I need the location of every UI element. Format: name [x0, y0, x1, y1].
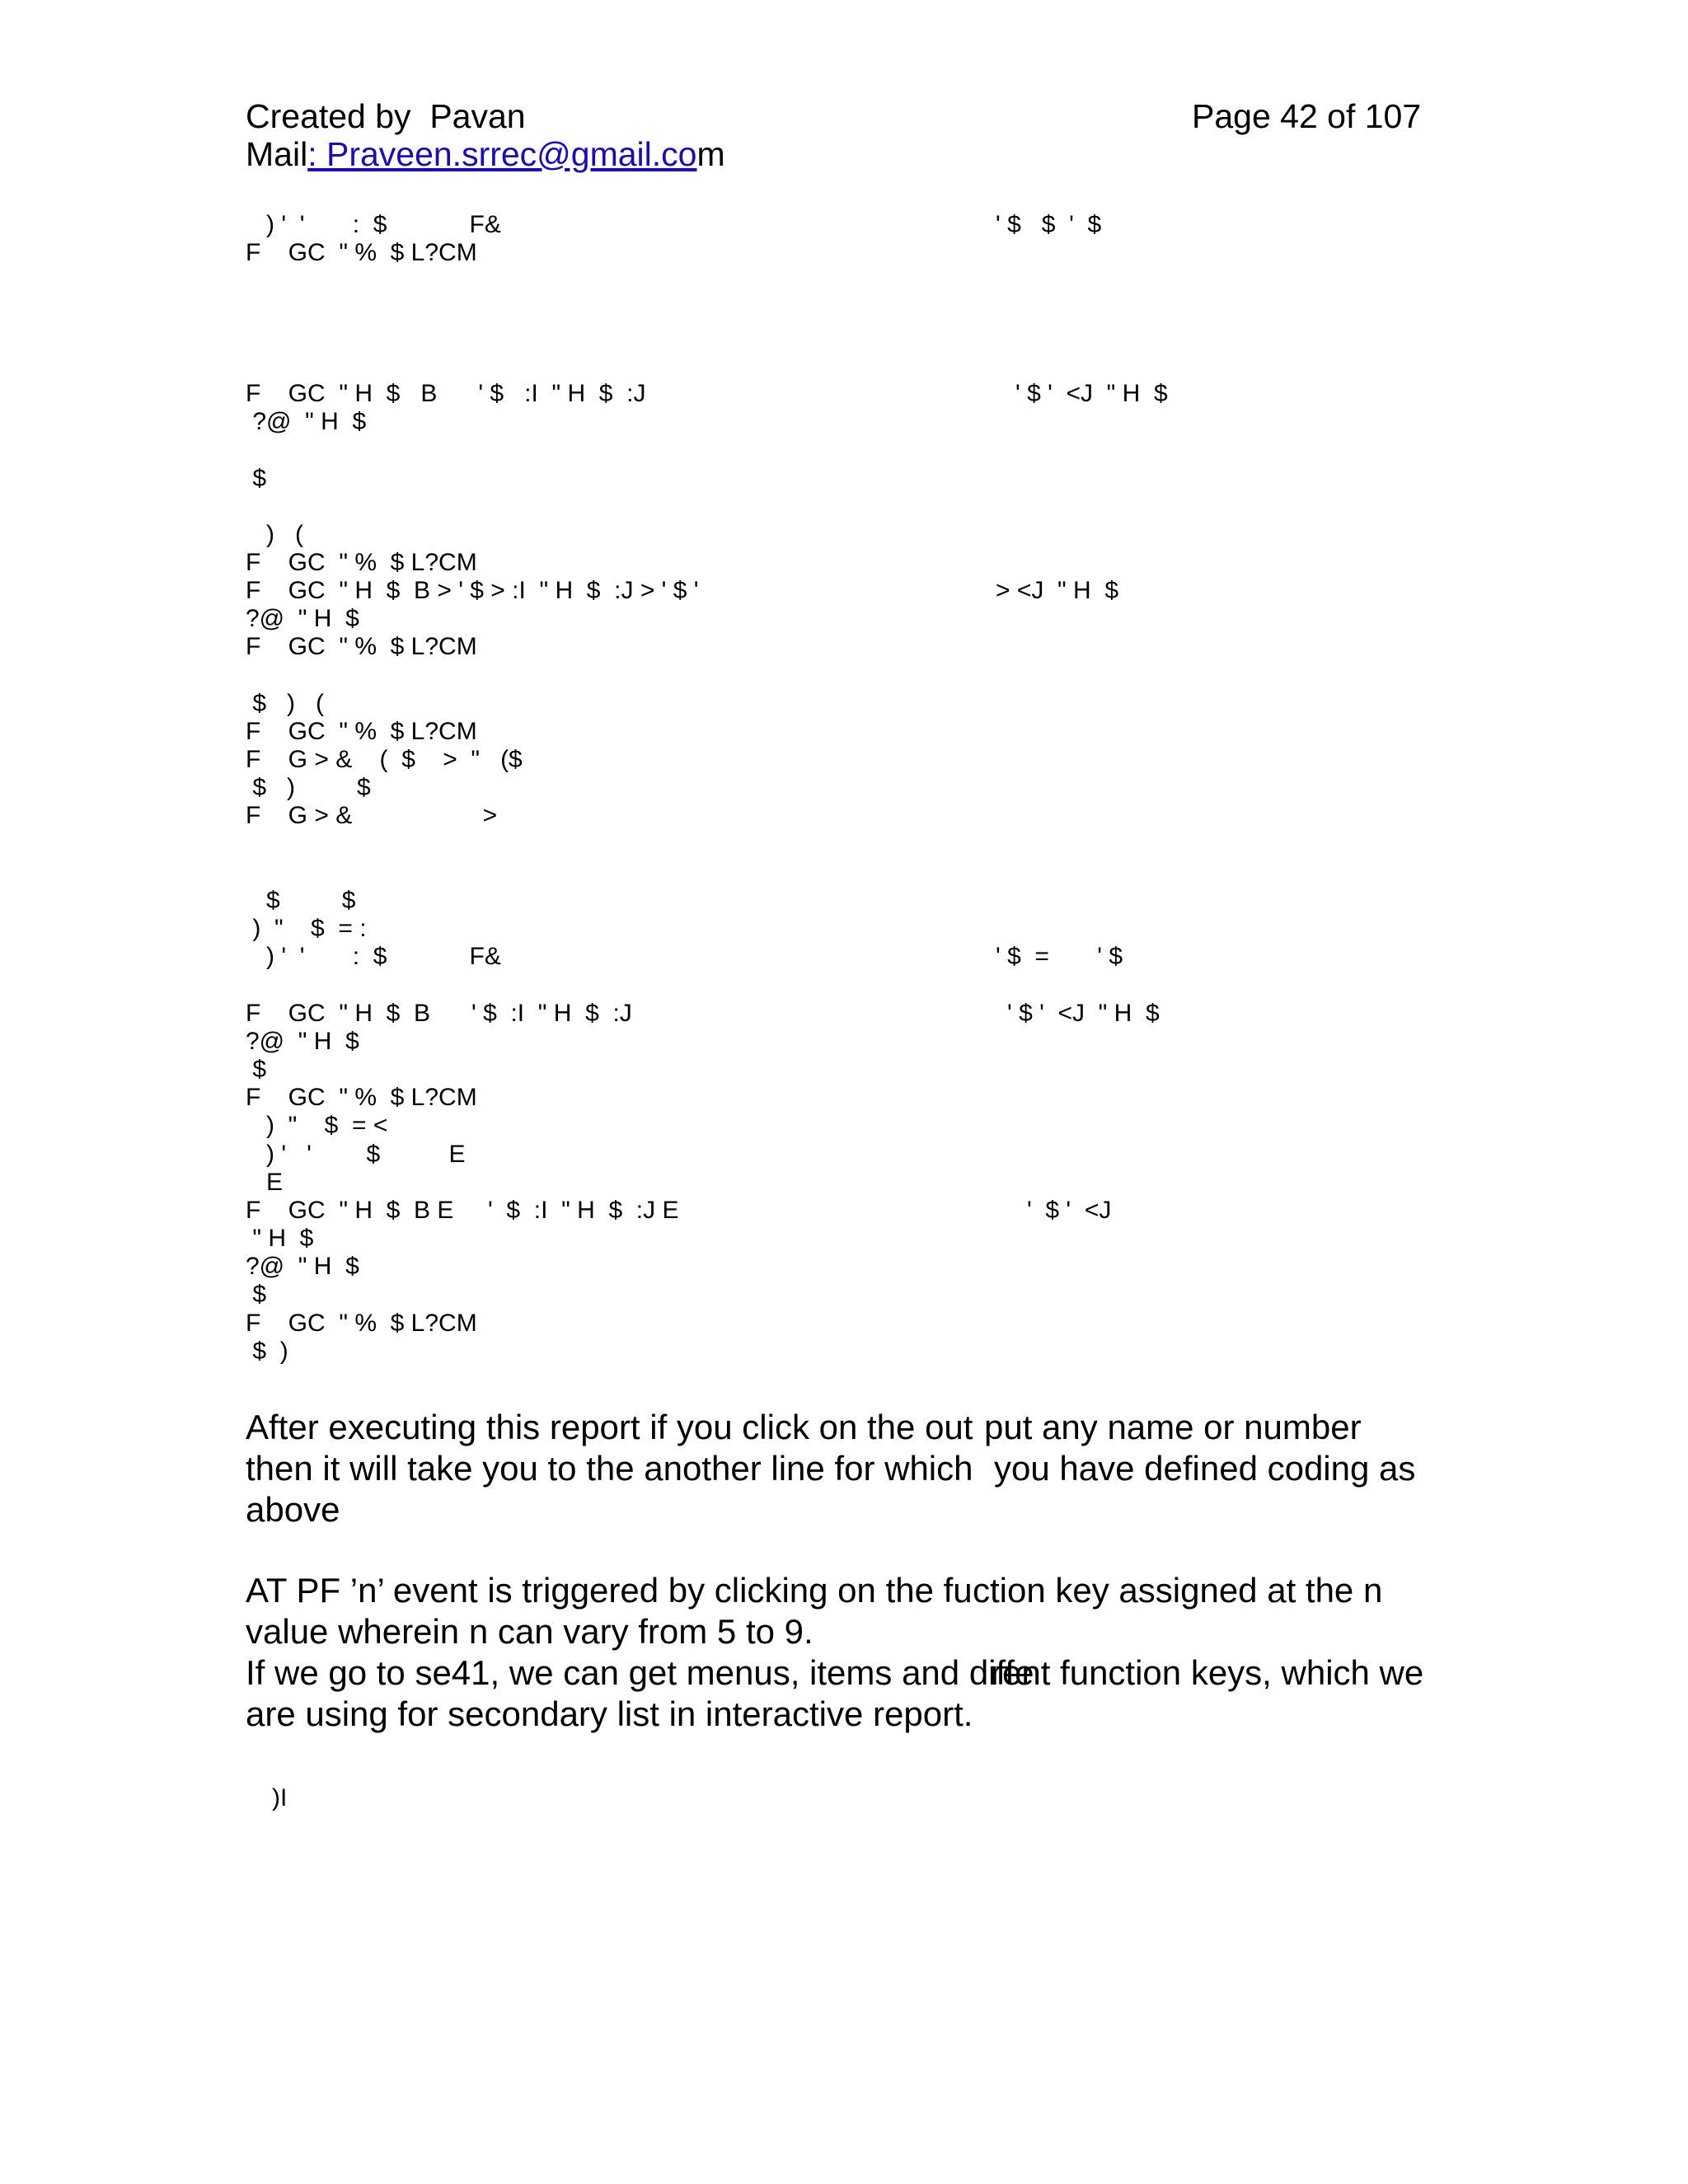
- code-line: ) ' ' : $ F&: [246, 943, 501, 970]
- paragraph-line: are using for secondary list in interactive report.: [246, 1694, 973, 1733]
- code-line-right: ' $ ' <J: [1027, 1197, 1112, 1224]
- code-line: ) ' ' : $ F&: [246, 211, 501, 238]
- code-line: $ ): [246, 1338, 288, 1365]
- code-line-right: ' $ $ ' $: [996, 211, 1102, 238]
- mail-tail: m: [696, 135, 725, 173]
- code-line: $: [246, 1281, 267, 1308]
- code-line: F GC " % $ L?CM: [246, 1084, 477, 1111]
- code-line: $ $: [246, 887, 356, 914]
- paragraph-line: If we go to se41, we can get menus, items and diffe: [246, 1653, 1034, 1692]
- paragraph-line-right: put any name or number: [984, 1408, 1362, 1446]
- paragraph-line-right: rent function keys, which we: [991, 1653, 1424, 1692]
- code-line-right: > <J " H $: [996, 577, 1119, 604]
- code-line: ) (: [246, 521, 303, 548]
- author-line: Created by Pavan: [246, 97, 526, 135]
- code-line: $ ) (: [246, 690, 325, 717]
- footer-mark: )I: [272, 1784, 288, 1811]
- paragraph-line-right: ction key assigned at the n: [973, 1571, 1383, 1610]
- code-line: ?@ " H $: [246, 605, 359, 632]
- code-line: F GC " H $ B > ' $ > :I " H $ :J > ' $ ': [246, 577, 699, 604]
- code-line: " H $: [246, 1225, 314, 1252]
- code-line: F GC " H $ B E ' $ :I " H $ :J E: [246, 1197, 679, 1224]
- code-line-right: ' $ = ' $: [996, 943, 1123, 970]
- page-number: Page 42 of 107: [1192, 97, 1422, 135]
- code-line: F GC " H $ B ' $ :I " H $ :J: [246, 1000, 632, 1027]
- paragraph-line: then it will take you to the another line for which: [246, 1449, 973, 1488]
- paragraph-line: AT PF ’n’ event is triggered by clicking on the fu: [246, 1571, 973, 1610]
- paragraph-line: value wherein n can vary from 5 to 9.: [246, 1612, 814, 1651]
- code-line: F GC " % $ L?CM: [246, 549, 477, 576]
- code-line: F GC " % $ L?CM: [246, 239, 477, 266]
- mail-label: Mail: [246, 135, 308, 173]
- code-line-right: ' $ ' <J " H $: [1007, 1000, 1160, 1027]
- code-line: F GC " % $ L?CM: [246, 633, 477, 660]
- code-line: E: [246, 1169, 284, 1196]
- mail-link[interactable]: : Praveen.srrec@gmail.co: [307, 135, 697, 173]
- code-line: ?@ " H $: [246, 1253, 359, 1280]
- code-line: F GC " % $ L?CM: [246, 718, 477, 745]
- code-line: ) ' ' $ E: [246, 1141, 466, 1168]
- paragraph-line: After executing this report if you click on the out: [246, 1408, 973, 1446]
- code-line: ) " $ = :: [246, 915, 367, 942]
- code-line: ) " $ = <: [246, 1112, 388, 1139]
- code-line: $ ) $: [246, 774, 371, 801]
- code-line: F G > & >: [246, 802, 498, 829]
- code-line: F GC " H $ B ' $ :I " H $ :J: [246, 380, 646, 407]
- paragraph-line-right: you have defined coding as: [994, 1449, 1416, 1488]
- code-line: ?@ " H $: [246, 1028, 359, 1055]
- code-line: ?@ " H $: [246, 408, 367, 435]
- code-line: $: [246, 1056, 267, 1083]
- code-line: F GC " % $ L?CM: [246, 1310, 477, 1337]
- paragraph-line: above: [246, 1490, 340, 1529]
- code-line: F G > & ( $ > " ($: [246, 746, 523, 773]
- code-line-right: ' $ ' <J " H $: [1015, 380, 1168, 407]
- code-line: $: [246, 465, 267, 492]
- mail-line: [246, 135, 725, 173]
